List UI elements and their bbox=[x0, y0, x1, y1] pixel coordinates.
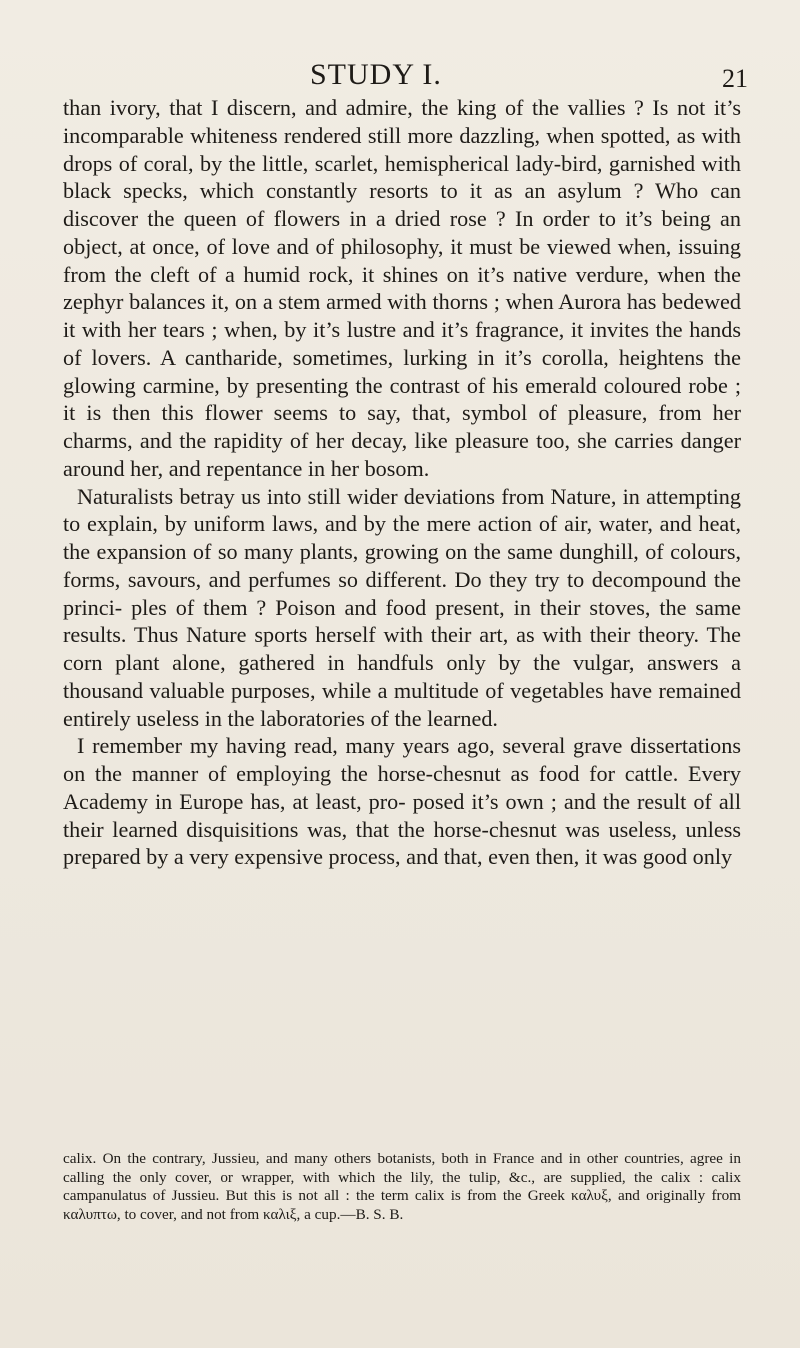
paragraph: I remember my having read, many years ago, several grave dissertations on the manner of employing the horse-chesnut as food for cattle. Every Academy in Europe has, at least, pro- posed it’s own ; and the result of all their learned disquisitions was, that the horse-chesnut was useless, unless prepared by a very expensive process, and that, even then, it was good only bbox=[63, 733, 741, 870]
paragraph: Naturalists betray us into still wider deviations from Nature, in attempting to explain, by uniform laws, and by the mere action of air, water, and heat, the expansion of so many plants, growing on the same dunghill, of colours, forms, savours, and perfumes so different. Do they try to decompound the princi- ples of them ? Poison and food present, in their stoves, the same results. Thus Nature sports herself with their art, as with their theory. The corn plant alone, gathered in handfuls only by the vulgar, answers a thousand valuable purposes, while a multitude of vegetables have remained entirely useless in the laboratories of the learned. bbox=[63, 483, 741, 731]
running-head: STUDY I. bbox=[310, 58, 442, 91]
paragraph: than ivory, that I discern, and admire, the king of the vallies ? Is not it’s incomparable whiteness rendered still more dazzling, when spotted, as with drops of coral, by the little, scarlet, hemispherical lady-bird, garnished with black specks, which constantly resorts to it as an asylum ? Who can discover the queen of flowers in a dried rose ? In order to it’s being an object, at once, of love and of philosophy, it must be viewed when, issuing from the cleft of a humid rock, it shines on it’s native verdure, when the zephyr balances it, on a stem armed with thorns ; when Aurora has bedewed it with her tears ; when, by it’s lustre and it’s fragrance, it invites the hands of lovers. A cantharide, sometimes, lurking in it’s corolla, heightens the glowing carmine, by presenting the contrast of his emerald coloured robe ; it is then this flower seems to say, that, symbol of pleasure, from her charms, and the rapidity of her decay, like pleasure too, she carries danger around her, and repentance in her bosom. bbox=[63, 95, 741, 481]
page-number: 21 bbox=[722, 64, 748, 93]
main-text bbox=[63, 94, 741, 871]
footnote-text: calix. On the contrary, Jussieu, and many others botanists, both in France and in other countries, agree in calling the only cover, or wrapper, with which the lily, the tulip, &c., are supplied, the calix : calix campanulatus of Jussieu. But this is not all : the term calix is from the Greek καλυξ, and originally from καλυπτω, to cover, and not from καλιξ, a cup.—B. S. B. bbox=[63, 1150, 741, 1223]
page-header bbox=[0, 52, 800, 92]
footnote bbox=[63, 1150, 741, 1224]
